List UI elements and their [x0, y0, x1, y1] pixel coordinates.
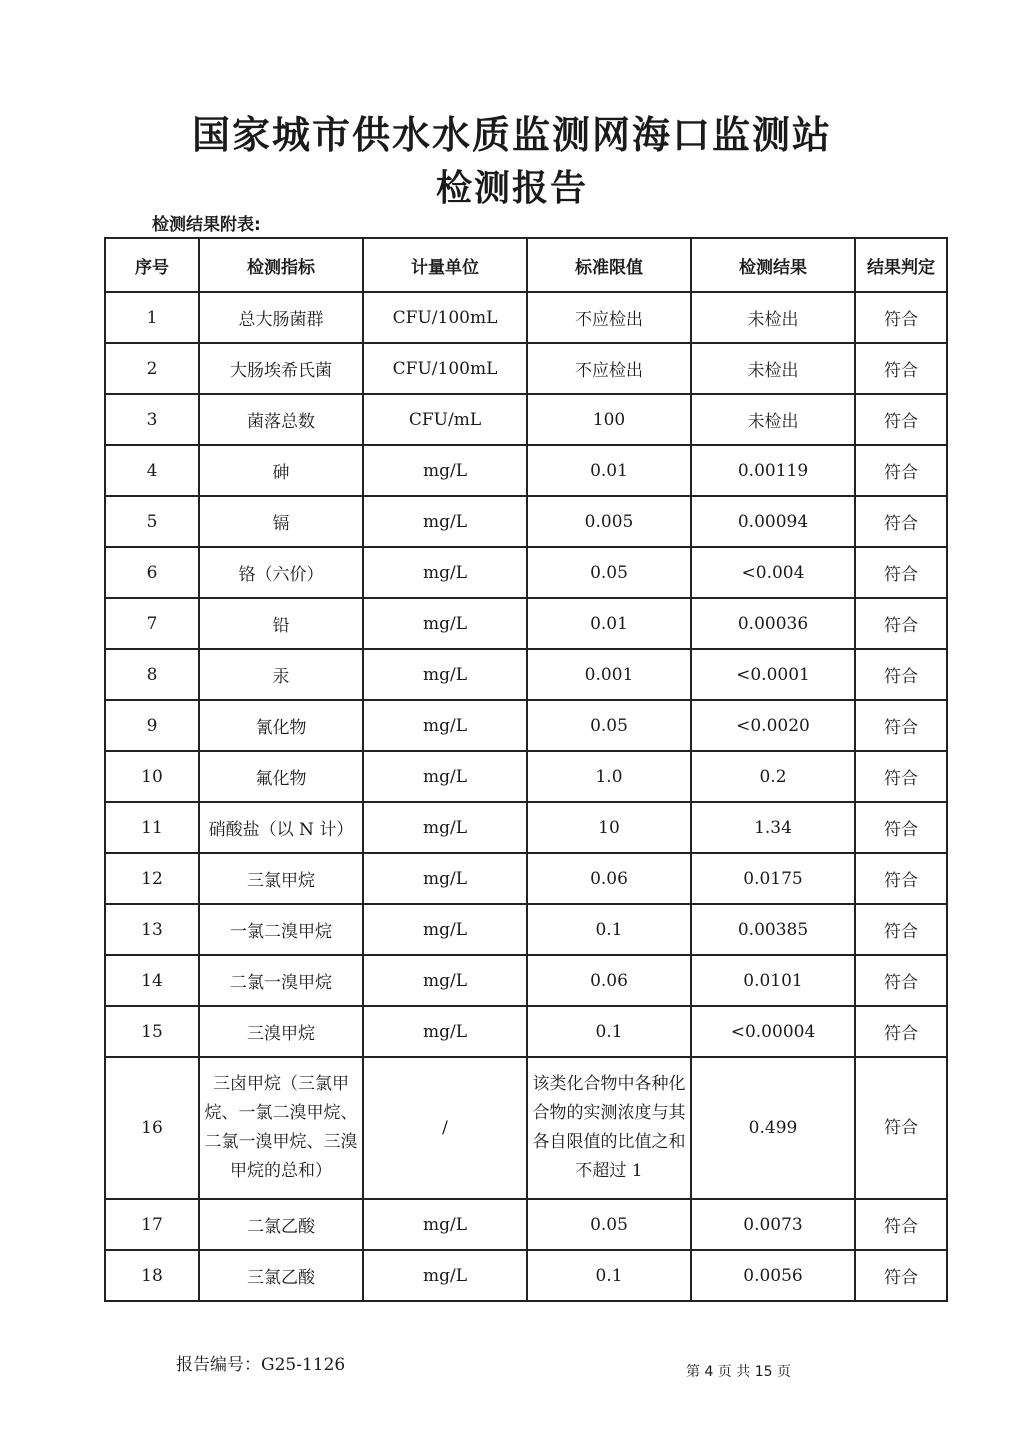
table-row — [105, 292, 947, 343]
result-cell: <0.0020 — [691, 700, 855, 751]
unit-cell: CFU/100mL — [363, 343, 527, 394]
result-cell: <0.00004 — [691, 1006, 855, 1057]
row-number: 13 — [105, 904, 199, 955]
table-row — [105, 904, 947, 955]
limit-cell: 0.01 — [527, 445, 691, 496]
table-row — [105, 394, 947, 445]
indicator-cell: 砷 — [199, 445, 363, 496]
limit-cell: 不应检出 — [527, 292, 691, 343]
table-row — [105, 700, 947, 751]
limit-cell: 0.05 — [527, 1199, 691, 1250]
indicator-cell: 三氯甲烷 — [199, 853, 363, 904]
result-cell: 未检出 — [691, 343, 855, 394]
verdict-cell: 符合 — [855, 1006, 947, 1057]
result-cell: 0.0056 — [691, 1250, 855, 1301]
indicator-cell: 二氯乙酸 — [199, 1199, 363, 1250]
indicator-cell: 铅 — [199, 598, 363, 649]
unit-cell: mg/L — [363, 649, 527, 700]
indicator-cell: 氟化物 — [199, 751, 363, 802]
indicator-cell: 三溴甲烷 — [199, 1006, 363, 1057]
row-number: 4 — [105, 445, 199, 496]
result-cell: 未检出 — [691, 292, 855, 343]
verdict-cell: 符合 — [855, 1250, 947, 1301]
limit-cell: 0.05 — [527, 547, 691, 598]
limit-cell: 0.05 — [527, 700, 691, 751]
table-header-row — [105, 238, 947, 292]
limit-cell: 0.1 — [527, 1006, 691, 1057]
table-row — [105, 1057, 947, 1199]
row-number: 9 — [105, 700, 199, 751]
unit-cell: CFU/mL — [363, 394, 527, 445]
table-row — [105, 445, 947, 496]
limit-cell: 10 — [527, 802, 691, 853]
result-cell: 0.00385 — [691, 904, 855, 955]
indicator-cell: 大肠埃希氏菌 — [199, 343, 363, 394]
column-header: 检测结果 — [691, 238, 855, 292]
verdict-cell: 符合 — [855, 496, 947, 547]
indicator-cell: 氰化物 — [199, 700, 363, 751]
indicator-cell: 二氯一溴甲烷 — [199, 955, 363, 1006]
unit-cell: mg/L — [363, 547, 527, 598]
verdict-cell: 符合 — [855, 292, 947, 343]
limit-cell: 0.06 — [527, 955, 691, 1006]
result-cell: 0.0073 — [691, 1199, 855, 1250]
result-cell: 0.2 — [691, 751, 855, 802]
unit-cell: mg/L — [363, 496, 527, 547]
limit-cell: 0.1 — [527, 1250, 691, 1301]
row-number: 8 — [105, 649, 199, 700]
page-number: 第 4 页 共 15 页 — [686, 1364, 791, 1380]
limit-cell: 不应检出 — [527, 343, 691, 394]
unit-cell: mg/L — [363, 904, 527, 955]
verdict-cell: 符合 — [855, 598, 947, 649]
table-row — [105, 547, 947, 598]
indicator-cell: 一氯二溴甲烷 — [199, 904, 363, 955]
column-header: 计量单位 — [363, 238, 527, 292]
row-number: 12 — [105, 853, 199, 904]
result-cell: 1.34 — [691, 802, 855, 853]
unit-cell: mg/L — [363, 598, 527, 649]
verdict-cell: 符合 — [855, 751, 947, 802]
report-subtitle: 检测报告 — [435, 168, 588, 209]
limit-cell: 0.005 — [527, 496, 691, 547]
column-header: 序号 — [105, 238, 199, 292]
verdict-cell: 符合 — [855, 904, 947, 955]
unit-cell: mg/L — [363, 1199, 527, 1250]
row-number: 2 — [105, 343, 199, 394]
table-row — [105, 649, 947, 700]
unit-cell: CFU/100mL — [363, 292, 527, 343]
unit-cell: mg/L — [363, 955, 527, 1006]
row-number: 3 — [105, 394, 199, 445]
unit-cell: mg/L — [363, 853, 527, 904]
indicator-cell: 总大肠菌群 — [199, 292, 363, 343]
result-cell: 0.499 — [691, 1057, 855, 1199]
report-number: 报告编号：G25-1126 — [176, 1355, 346, 1375]
table-row — [105, 1006, 947, 1057]
result-cell: <0.004 — [691, 547, 855, 598]
verdict-cell: 符合 — [855, 1199, 947, 1250]
verdict-cell: 符合 — [855, 394, 947, 445]
result-cell: 0.00119 — [691, 445, 855, 496]
verdict-cell: 符合 — [855, 445, 947, 496]
verdict-cell: 符合 — [855, 802, 947, 853]
unit-cell: mg/L — [363, 1250, 527, 1301]
verdict-cell: 符合 — [855, 343, 947, 394]
column-header: 检测指标 — [199, 238, 363, 292]
row-number: 15 — [105, 1006, 199, 1057]
indicator-cell: 三氯乙酸 — [199, 1250, 363, 1301]
indicator-cell: 菌落总数 — [199, 394, 363, 445]
verdict-cell: 符合 — [855, 700, 947, 751]
row-number: 5 — [105, 496, 199, 547]
row-number: 10 — [105, 751, 199, 802]
row-number: 14 — [105, 955, 199, 1006]
table-row — [105, 955, 947, 1006]
row-number: 6 — [105, 547, 199, 598]
limit-cell: 1.0 — [527, 751, 691, 802]
indicator-cell: 硝酸盐（以 N 计） — [199, 802, 363, 853]
result-cell: 0.0175 — [691, 853, 855, 904]
limit-cell: 0.001 — [527, 649, 691, 700]
row-number: 1 — [105, 292, 199, 343]
row-number: 16 — [105, 1057, 199, 1199]
verdict-cell: 符合 — [855, 547, 947, 598]
column-header: 标准限值 — [527, 238, 691, 292]
indicator-cell: 汞 — [199, 649, 363, 700]
verdict-cell: 符合 — [855, 649, 947, 700]
column-header: 结果判定 — [855, 238, 947, 292]
unit-cell: mg/L — [363, 445, 527, 496]
row-number: 18 — [105, 1250, 199, 1301]
indicator-cell: 铬（六价） — [199, 547, 363, 598]
indicator-cell: 三卤甲烷（三氯甲烷、一氯二溴甲烷、二氯一溴甲烷、三溴甲烷的总和） — [199, 1057, 363, 1199]
result-cell: 0.0101 — [691, 955, 855, 1006]
results-table — [104, 237, 948, 1302]
result-cell: 未检出 — [691, 394, 855, 445]
unit-cell: / — [363, 1057, 527, 1199]
table-row — [105, 343, 947, 394]
row-number: 17 — [105, 1199, 199, 1250]
unit-cell: mg/L — [363, 802, 527, 853]
limit-cell: 100 — [527, 394, 691, 445]
table-caption: 检测结果附表: — [152, 215, 261, 235]
table-row — [105, 598, 947, 649]
table-row — [105, 853, 947, 904]
verdict-cell: 符合 — [855, 955, 947, 1006]
row-number: 7 — [105, 598, 199, 649]
indicator-cell: 镉 — [199, 496, 363, 547]
table-row — [105, 1250, 947, 1301]
table-row — [105, 802, 947, 853]
unit-cell: mg/L — [363, 751, 527, 802]
result-cell: 0.00036 — [691, 598, 855, 649]
table-row — [105, 1199, 947, 1250]
unit-cell: mg/L — [363, 700, 527, 751]
limit-cell: 0.06 — [527, 853, 691, 904]
result-cell: <0.0001 — [691, 649, 855, 700]
limit-cell: 0.1 — [527, 904, 691, 955]
verdict-cell: 符合 — [855, 853, 947, 904]
limit-cell: 0.01 — [527, 598, 691, 649]
table-row — [105, 751, 947, 802]
limit-cell: 该类化合物中各种化合物的实测浓度与其各自限值的比值之和不超过 1 — [527, 1057, 691, 1199]
report-title: 国家城市供水水质监测网海口监测站 — [191, 113, 832, 157]
row-number: 11 — [105, 802, 199, 853]
table-row — [105, 496, 947, 547]
verdict-cell: 符合 — [855, 1057, 947, 1199]
unit-cell: mg/L — [363, 1006, 527, 1057]
result-cell: 0.00094 — [691, 496, 855, 547]
